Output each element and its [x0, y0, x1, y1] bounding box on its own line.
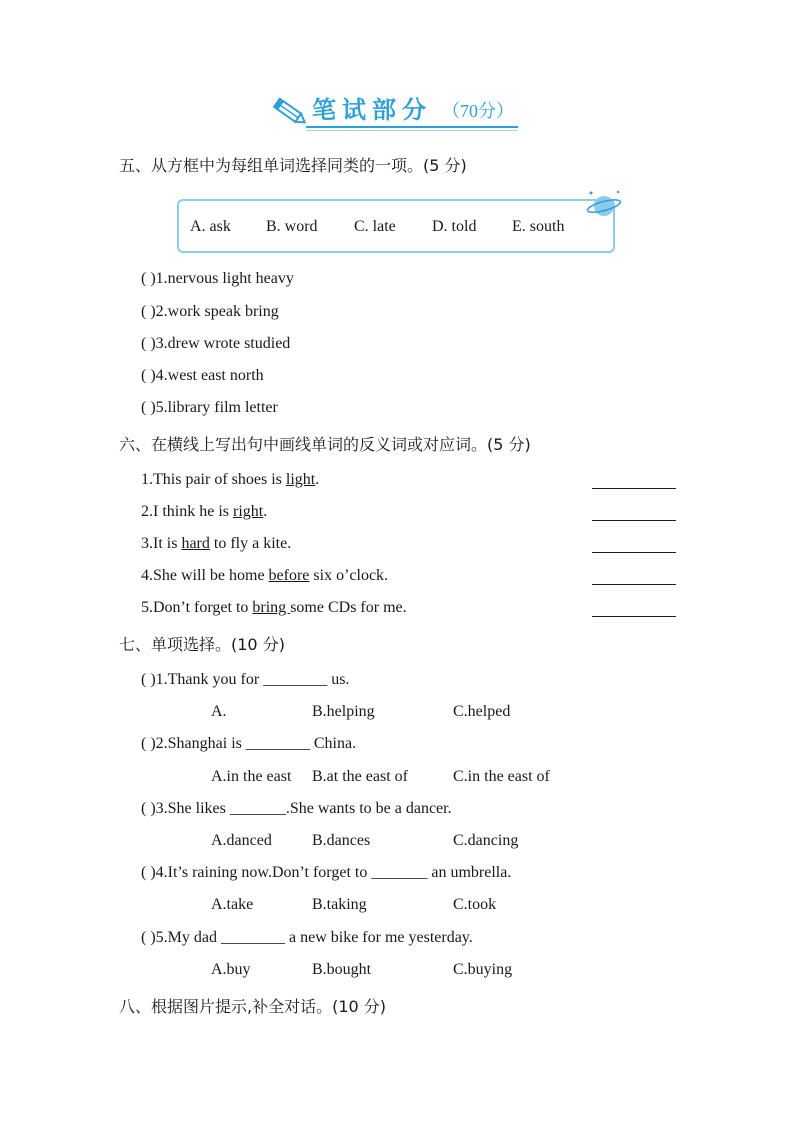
section5-item: ( )3.drew wrote studied: [141, 335, 291, 352]
option-c: C.took: [453, 896, 497, 913]
page-score: （70分）: [442, 101, 514, 121]
option-c: C.buying: [453, 961, 513, 978]
page-title: 笔试部分: [312, 96, 432, 124]
sentence-text: 3.It is: [141, 535, 182, 552]
underlined-word: light: [285, 471, 316, 488]
word-bank-option: C. late: [354, 218, 396, 235]
answer-blank[interactable]: [592, 488, 676, 489]
section7-title: 七、单项选择。(10 分): [119, 635, 285, 654]
section6-item: [141, 501, 267, 523]
section5-item: ( )2.work speak bring: [141, 303, 279, 320]
sentence-text: .: [315, 471, 320, 488]
section6-item: [141, 533, 291, 555]
sentence-text: 1.This pair of shoes is: [141, 471, 286, 488]
question-text: ( )1.Thank you for ________ us.: [141, 671, 350, 688]
question-text: ( )3.She likes _______.She wants to be a dancer.: [141, 800, 452, 817]
word-bank-option: E. south: [512, 218, 565, 235]
answer-blank[interactable]: [592, 584, 676, 585]
pencil-icon: [270, 94, 310, 130]
option-a: A.buy: [211, 961, 251, 978]
option-c: C.in the east of: [453, 768, 550, 785]
section6-item: [141, 469, 319, 491]
underlined-word: hard: [181, 535, 210, 552]
sentence-text: some CDs for me.: [290, 599, 407, 616]
word-bank-option: B. word: [266, 218, 318, 235]
option-b: B.at the east of: [312, 768, 408, 785]
sentence-text: six o’clock.: [309, 567, 389, 584]
option-b: B.helping: [312, 703, 375, 720]
section5-item: ( )5.library film letter: [141, 399, 278, 416]
option-a: A.danced: [211, 832, 272, 849]
section5-item: ( )4.west east north: [141, 367, 264, 384]
underlined-word: bring: [252, 599, 291, 616]
option-c: C.dancing: [453, 832, 519, 849]
option-a: A.in the east: [211, 768, 292, 785]
section6-title: 六、在横线上写出句中画线单词的反义词或对应词。(5 分): [119, 435, 531, 454]
question-text: ( )2.Shanghai is ________ China.: [141, 735, 357, 752]
answer-blank[interactable]: [592, 616, 676, 617]
sentence-text: 2.I think he is: [141, 503, 233, 520]
sentence-text: .: [263, 503, 268, 520]
section6-item: [141, 597, 407, 619]
option-a: A.: [211, 703, 227, 720]
title-underline-thin: [306, 130, 518, 131]
option-b: B.dances: [312, 832, 371, 849]
question-text: ( )5.My dad ________ a new bike for me yesterday.: [141, 929, 473, 946]
planet-icon: [583, 188, 623, 224]
option-b: B.taking: [312, 896, 367, 913]
option-a: A.take: [211, 896, 254, 913]
answer-blank[interactable]: [592, 552, 676, 553]
question-text: ( )4.It’s raining now.Don’t forget to _______ an umbrella.: [141, 864, 512, 881]
section8-title: 八、根据图片提示,补全对话。(10 分): [119, 997, 387, 1016]
sentence-text: 5.Don’t forget to: [141, 599, 253, 616]
sentence-text: 4.She will be home: [141, 567, 269, 584]
underlined-word: right: [233, 503, 264, 520]
answer-blank[interactable]: [592, 520, 676, 521]
word-bank-option: D. told: [432, 218, 477, 235]
word-bank-box: [177, 199, 615, 253]
option-c: C.helped: [453, 703, 511, 720]
section5-title: 五、从方框中为每组单词选择同类的一项。(5 分): [119, 156, 467, 175]
section6-item: [141, 565, 388, 587]
word-bank-option: A. ask: [190, 218, 231, 235]
underlined-word: before: [268, 567, 310, 584]
title-underline: [306, 126, 518, 128]
section-header: [270, 94, 530, 130]
sentence-text: to fly a kite.: [209, 535, 292, 552]
option-b: B.bought: [312, 961, 372, 978]
section5-item: ( )1.nervous light heavy: [141, 270, 294, 287]
